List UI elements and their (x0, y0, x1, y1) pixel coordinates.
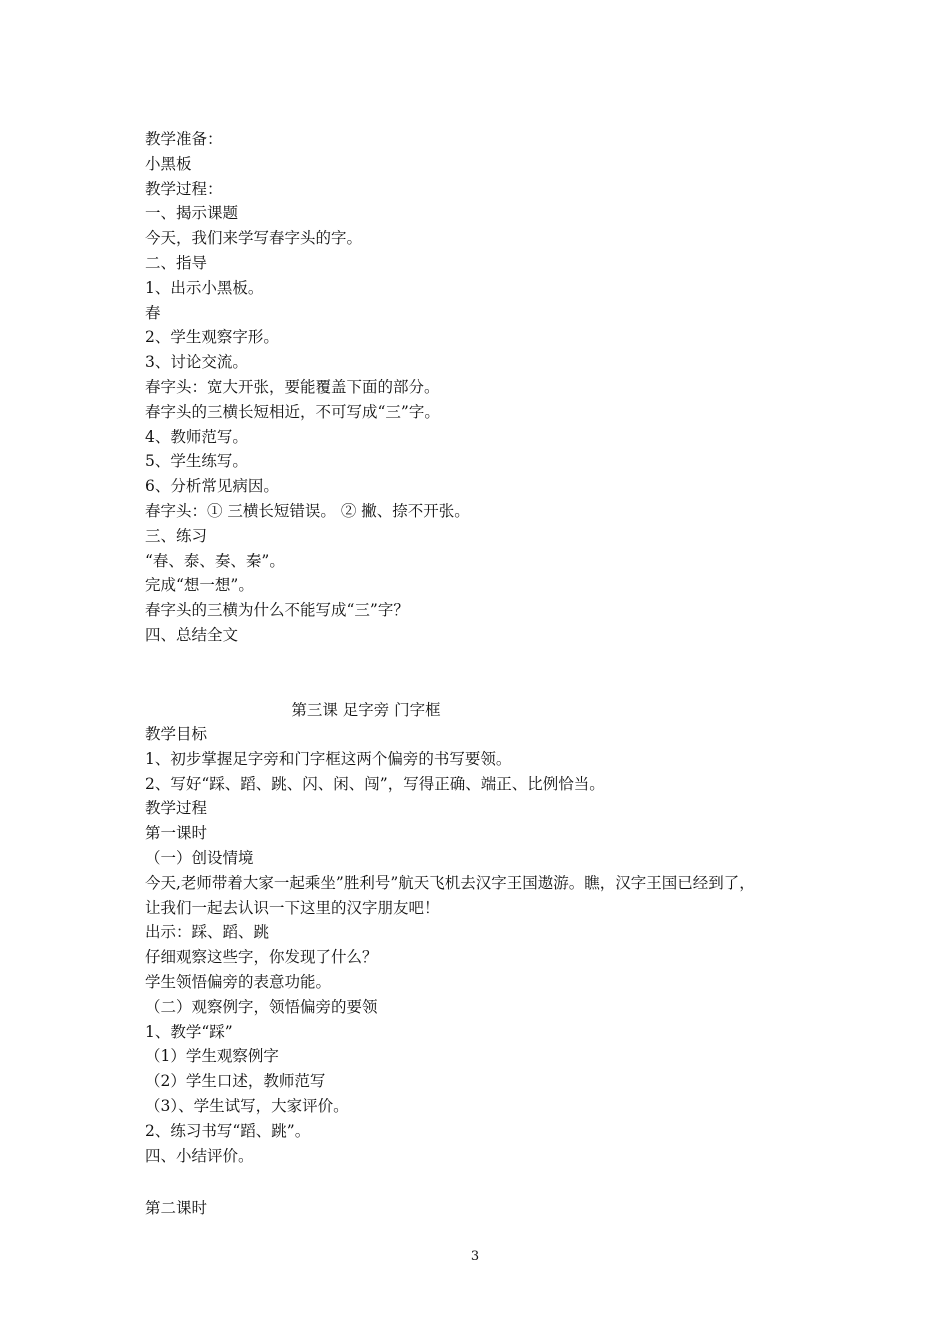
text-line: 春 (145, 303, 161, 322)
second-period-section (145, 1196, 825, 1221)
text-line: 第一课时 (145, 824, 208, 843)
text-line: 5、学生练写。 (145, 452, 248, 471)
text-line: 四、总结全文 (145, 625, 239, 644)
text-line: 今天,老师带着大家一起乘坐”胜利号”航天飞机去汉字王国遨游。瞧，汉字王国已经到了， (145, 873, 755, 892)
text-line: 一、揭示课题 (145, 204, 239, 223)
lesson-prep-section (145, 127, 825, 648)
lesson-title: 第三课 足字旁 门字框 (291, 701, 441, 719)
text-line: 学生领悟偏旁的表意功能。 (145, 972, 332, 991)
text-line: 春字头：① 三横长短错误。 ② 撇、捺不开张。 (145, 501, 470, 520)
page-number: 3 (470, 1249, 480, 1264)
text-line: 春字头的三横为什么不能写成“三”字？ (145, 601, 409, 620)
text-line: “春、泰、奏、秦”。 (145, 551, 285, 570)
text-line: 教学过程 (145, 799, 208, 818)
lesson-three-section (145, 722, 825, 1168)
text-line: （二）观察例字，领悟偏旁的要领 (145, 997, 378, 1016)
text-line: 3、讨论交流。 (145, 353, 248, 372)
text-line: （1）学生观察例字 (145, 1047, 279, 1066)
text-line: 让我们一起去认识一下这里的汉字朋友吧！ (145, 898, 440, 917)
text-line: 三、练习 (145, 526, 208, 545)
text-line: （2）学生口述，教师范写 (145, 1072, 326, 1091)
text-line: 第二课时 (145, 1199, 208, 1217)
text-line: （一）创设情境 (145, 848, 254, 867)
text-line: 教学过程： (145, 179, 223, 198)
text-line: 今天，我们来学写春字头的字。 (145, 229, 363, 248)
text-line: 教学准备： (145, 130, 223, 148)
text-line: 4、教师范写。 (145, 427, 248, 446)
text-line: 1、出示小黑板。 (145, 278, 264, 297)
text-line: 完成“想一想”。 (145, 576, 254, 595)
text-line: 2、练习书写“蹈、跳”。 (145, 1121, 311, 1140)
text-line: 四、小结评价。 (145, 1146, 254, 1165)
text-line: 2、写好“踩、蹈、跳、闪、闲、闯”，写得正确、端正、比例恰当。 (145, 774, 605, 793)
text-line: 春字头的三横长短相近，不可写成“三”字。 (145, 402, 440, 421)
text-line: 教学目标 (145, 725, 208, 743)
text-line: 小黑板 (145, 154, 192, 173)
text-line: 春字头：宽大开张，要能覆盖下面的部分。 (145, 377, 440, 396)
text-line: 仔细观察这些字，你发现了什么？ (145, 948, 378, 967)
text-line: 出示：踩、蹈、跳 (145, 923, 270, 942)
text-line: 2、学生观察字形。 (145, 328, 279, 347)
text-line: （3）、学生试写，大家评价。 (145, 1096, 349, 1115)
text-line: 二、指导 (145, 253, 208, 272)
text-line: 1、初步掌握足字旁和门字框这两个偏旁的书写要领。 (145, 749, 512, 768)
text-line: 1、教学“踩” (145, 1022, 233, 1041)
text-line: 6、分析常见病因。 (145, 477, 279, 496)
